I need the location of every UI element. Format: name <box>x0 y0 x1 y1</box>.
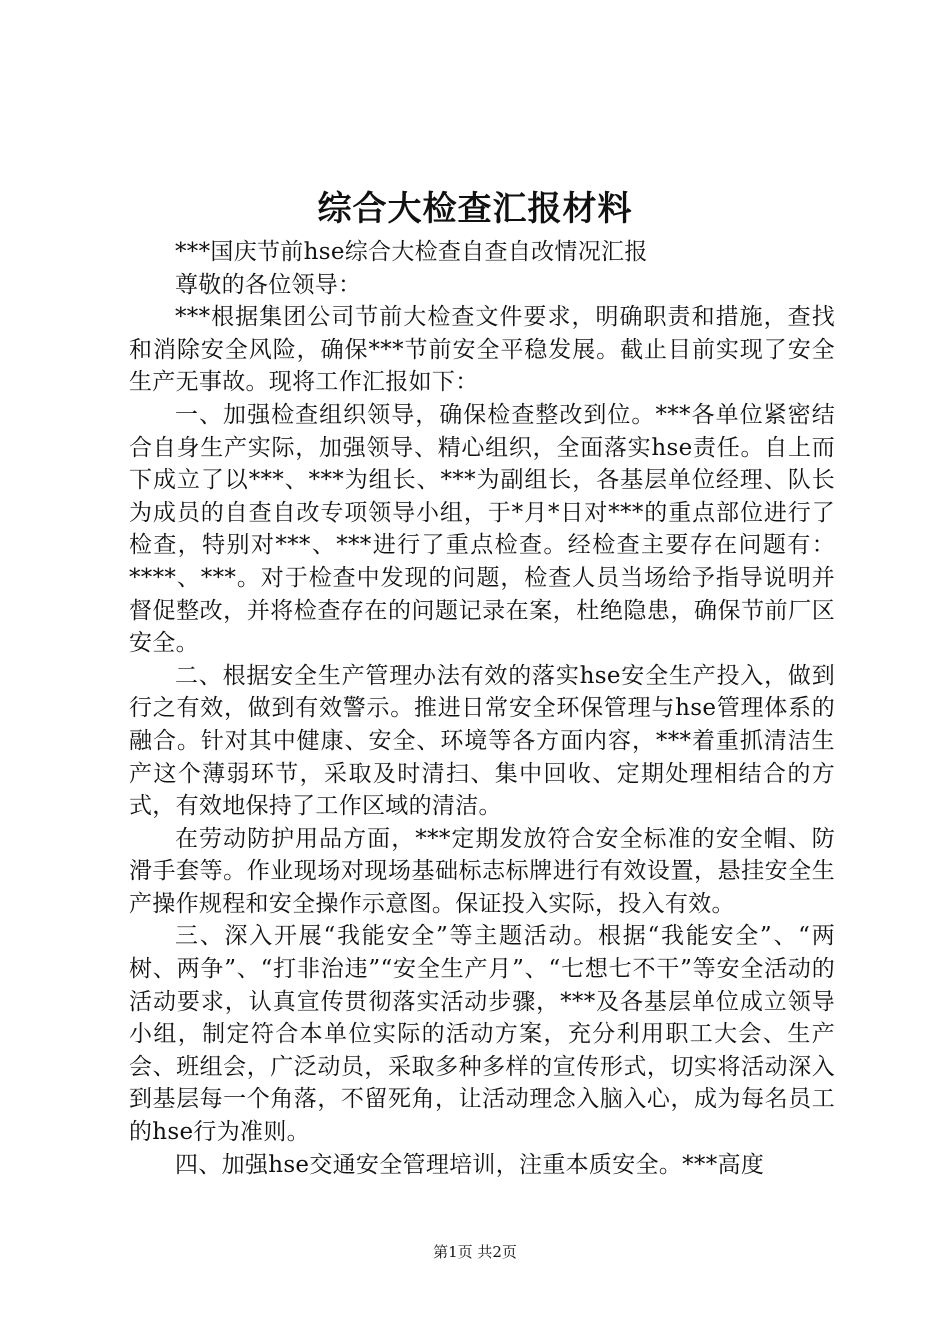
paragraph-protective-equipment: 在劳动防护用品方面，***定期发放符合安全标准的安全帽、防滑手套等。作业现场对现场基础标志标牌进行有效设置，悬挂安全生产操作规程和安全操作示意图。保证投入实际，投入有效。 <box>129 825 835 917</box>
paragraph-section-2: 二、根据安全生产管理办法有效的落实hse安全生产投入，做到行之有效，做到有效警示。推进日常安全环保管理与hse管理体系的融合。针对其中健康、安全、环境等各方面内容，***着重抓清洁生产这个薄弱环节，采取及时清扫、集中回收、定期处理相结合的方式，有效地保持了工作区域的清洁。 <box>129 662 835 820</box>
paragraph-section-3: 三、深入开展“我能安全”等主题活动。根据“我能安全”、“两树、两争”、“打非治违”“安全生产月”、“七想七不干”等安全活动的活动要求，认真宣传贯彻落实活动步骤，***及各基层单位成立领导小组，制定符合本单位实际的活动方案，充分利用职工大会、生产会、班组会，广泛动员，采取多种多样的宣传形式，切实将活动深入到基层每一个角落，不留死角，让活动理念入脑入心，成为每名员工的hse行为准则。 <box>129 923 835 1146</box>
paragraph-section-1: 一、加强检查组织领导，确保检查整改到位。***各单位紧密结合自身生产实际，加强领导、精心组织，全面落实hse责任。自上而下成立了以***、***为组长、***为副组长，各基层单位经理、队长为成员的自查自改专项领导小组，于*月*日对***的重点部位进行了检查，特别对***、***进行了重点检查。经检查主要存在问题有：****、***。对于检查中发现的问题，检查人员当场给予指导说明并督促整改，并将检查存在的问题记录在案，杜绝隐患，确保节前厂区安全。 <box>129 401 835 657</box>
document-title: 综合大检查汇报材料 <box>317 189 633 229</box>
paragraph-salutation: 尊敬的各位领导： <box>175 271 362 298</box>
paragraph-section-4: 四、加强hse交通安全管理培训，注重本质安全。***高度 <box>175 1151 765 1178</box>
page-footer: 第1页 共2页 <box>433 1243 517 1261</box>
paragraph-intro: ***根据集团公司节前大检查文件要求，明确职责和措施，查找和消除安全风险，确保***节前安全平稳发展。截止目前实现了安全生产无事故。现将工作汇报如下： <box>129 304 835 396</box>
paragraph-subtitle: ***国庆节前hse综合大检查自查自改情况汇报 <box>175 239 648 265</box>
document-body <box>129 236 835 1181</box>
